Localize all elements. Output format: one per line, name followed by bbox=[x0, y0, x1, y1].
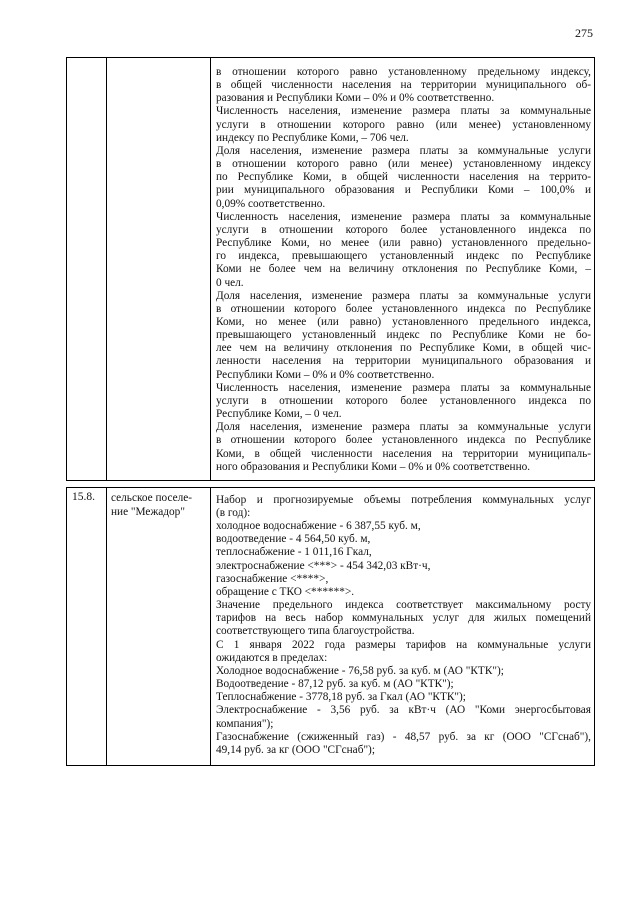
text-line: водоотведение - 4 564,50 куб. м, bbox=[216, 533, 371, 546]
text-line: тарифов на весь набор коммунальных услуг для жилых помещений bbox=[216, 612, 591, 625]
row-text-cell bbox=[211, 487, 595, 765]
text-line: Газоснабжение (сжиженный газ) - 48,57 руб. за кг (ООО "СГснаб"), bbox=[216, 730, 591, 743]
row-spacer bbox=[67, 480, 595, 487]
text-line: С 1 января 2022 года размеры тарифов на коммунальные услуги bbox=[216, 638, 591, 651]
tariff-table bbox=[66, 57, 595, 766]
row-name-line: ние "Межадор" bbox=[111, 506, 185, 519]
text-line: Коми, в общей численности населения на территории муниципаль- bbox=[216, 447, 591, 460]
text-line: Водоотведение - 87,12 руб. за куб. м (АО "КТК"); bbox=[216, 678, 454, 691]
row-number-cell bbox=[67, 58, 107, 481]
text-line: в отношении которого более установленного индекса по Республике bbox=[216, 302, 591, 315]
text-line: услуги в отношении которого равно (или менее) установленному bbox=[216, 118, 591, 131]
text-line: Холодное водоснабжение - 76,58 руб. за куб. м (АО "КТК"); bbox=[216, 664, 504, 677]
text-line: в отношении которого равно установленному предельному индексу, bbox=[216, 66, 591, 78]
row-name-cell bbox=[107, 487, 211, 765]
text-line: 0,09% соответственно. bbox=[216, 197, 326, 210]
text-line: электроснабжение <***> - 454 342,03 кВт·ч, bbox=[216, 559, 431, 572]
text-line: ного образования и Республики Коми – 0% и 0% соответственно. bbox=[216, 460, 531, 473]
text-line: в общей численности населения на территории муниципального об- bbox=[216, 79, 591, 92]
text-line: Республике Коми, но менее (или равно) установленного предельно- bbox=[216, 237, 591, 250]
text-line: Электроснабжение - 3,56 руб. за кВт·ч (АО "Коми энергосбытовая bbox=[216, 704, 591, 717]
text-line: ожидаются в пределах: bbox=[216, 651, 328, 664]
text-line: (в год): bbox=[216, 507, 251, 519]
text-line: Доля населения, изменение размера платы за коммунальные услуги bbox=[216, 289, 591, 302]
text-line: Республике Коми, – 0 чел. bbox=[216, 408, 342, 421]
text-line: го индекса, превышающего установленный индекс по Республике bbox=[216, 250, 591, 263]
text-line: Теплоснабжение - 3778,18 руб. за Гкал (АО "КТК"); bbox=[216, 691, 466, 704]
text-line: Коми не более чем на величину отклонения по Республике Коми, – bbox=[216, 263, 591, 276]
row-text-cell bbox=[211, 58, 595, 481]
text-line: холодное водоснабжение - 6 387,55 куб. м, bbox=[216, 520, 421, 533]
text-line: Численность населения, изменение размера платы за коммунальные bbox=[216, 210, 591, 223]
row-number-cell: 15.8. bbox=[67, 487, 107, 765]
page-number: 275 bbox=[575, 26, 593, 40]
text-line: теплоснабжение - 1 011,16 Гкал, bbox=[216, 546, 372, 559]
text-line: 0 чел. bbox=[216, 276, 244, 289]
text-line: рии муниципального образования и Республики Коми – 100,0% и bbox=[216, 184, 591, 197]
text-line: Доля населения, изменение размера платы за коммунальные услуги bbox=[216, 144, 591, 157]
text-line: компания"); bbox=[216, 717, 274, 730]
row-name-cell bbox=[107, 58, 211, 481]
text-line: по Республике Коми, в общей численности населения на террито- bbox=[216, 171, 591, 184]
text-line: газоснабжение <****>, bbox=[216, 572, 329, 585]
text-line: соответствующего типа благоустройства. bbox=[216, 625, 415, 638]
text-line: услуги в отношении которого более установленного индекса по bbox=[216, 223, 591, 236]
text-line: Республики Коми – 0% и 0% соответственно. bbox=[216, 368, 435, 381]
text-line: 49,14 руб. за кг (ООО "СГснаб"); bbox=[216, 743, 375, 756]
text-line: Коми, но менее (или равно) установленного предельного индекса, bbox=[216, 315, 591, 328]
text-line: разования и Республики Коми – 0% и 0% соответственно. bbox=[216, 92, 495, 105]
text-line: в отношении которого равно (или менее) установленному индексу bbox=[216, 158, 591, 171]
text-line: превышающего установленный индекс по Республике Коми не бо- bbox=[216, 329, 591, 342]
text-line: ленности населения на территории муниципального образования и bbox=[216, 355, 591, 368]
text-line: Значение предельного индекса соответствует максимальному росту bbox=[216, 599, 591, 612]
text-line: обращение с ТКО <******>. bbox=[216, 585, 355, 598]
table-row bbox=[67, 58, 595, 481]
text-line: Численность населения, изменение размера платы за коммунальные bbox=[216, 381, 591, 394]
text-line: Численность населения, изменение размера платы за коммунальные bbox=[216, 105, 591, 118]
text-line: индексу по Республике Коми, – 706 чел. bbox=[216, 131, 409, 144]
row-name-line: сельское поселе- bbox=[111, 491, 193, 504]
text-line: услуги в отношении которого более установленного индекса по bbox=[216, 394, 591, 407]
table-row bbox=[67, 487, 595, 765]
text-line: в отношении которого более установленного индекса по Республике bbox=[216, 434, 591, 447]
text-line: Набор и прогнозируемые объемы потребления коммунальных услуг bbox=[216, 493, 591, 506]
text-line: лее чем на величину отклонения по Республике Коми, в общей чис- bbox=[216, 342, 591, 355]
text-line: Доля населения, изменение размера платы за коммунальные услуги bbox=[216, 421, 591, 434]
